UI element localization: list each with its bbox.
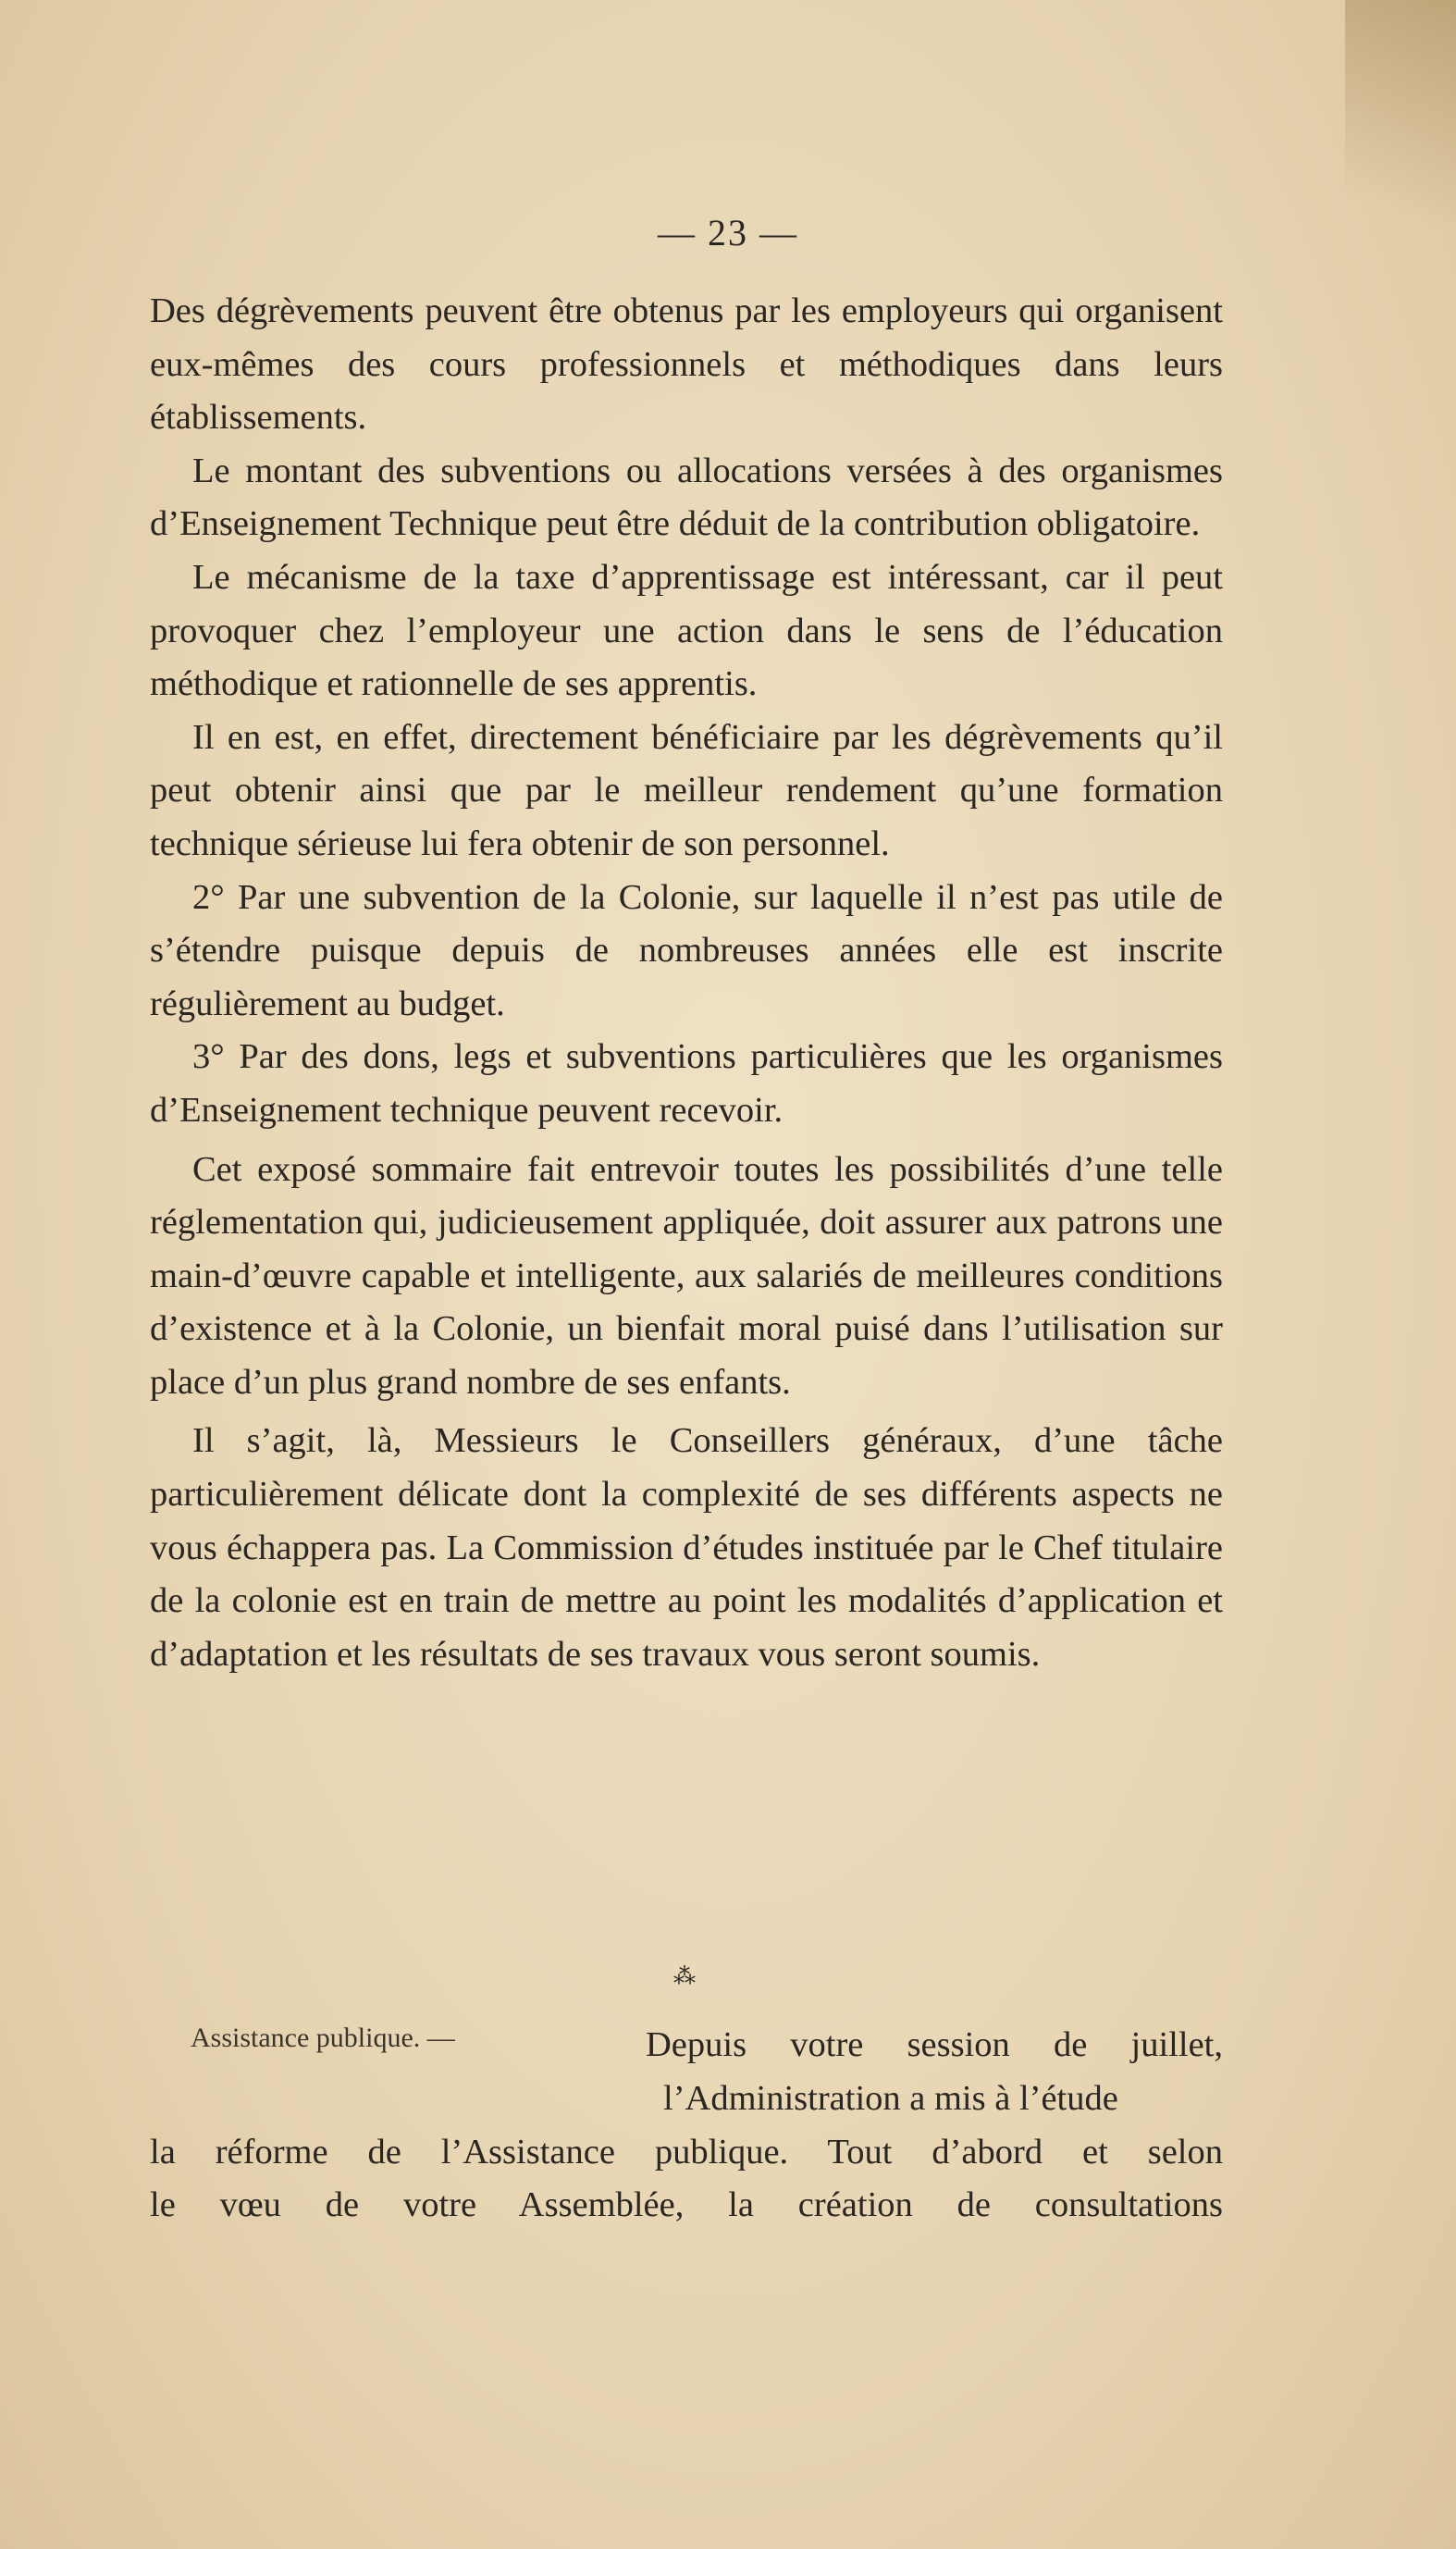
body-text bbox=[150, 285, 1223, 1681]
page-number: — 23 — bbox=[658, 212, 798, 254]
final-paragraph bbox=[150, 2073, 1223, 2233]
final-line: le vœu de votre Assemblée, la création de consultations bbox=[150, 2185, 1223, 2225]
final-line: la réforme de l’Assistance publique. Tout d’abord et selon bbox=[150, 2132, 1223, 2172]
section-separator: ⁂ bbox=[673, 1965, 696, 1989]
final-line: l’Administration a mis à l’étude bbox=[663, 2079, 1118, 2118]
paragraph: Il en est, en effet, directement bénéficiaire par les dégrèvements qu’il peut obtenir ainsi que par le meilleur rendement qu’une formation technique sérieuse lui fera obtenir de son personnel. bbox=[150, 717, 1223, 863]
paragraph: Cet exposé sommaire fait entrevoir toutes les possibilités d’une telle réglementation qui, judicieusement appliquée, doit assurer aux patrons une main-d’œuvre capable et intelligente, aux salariés de meilleures conditions d’existence et à la Colonie, un bienfait moral puisé dans l’utilisation sur place d’un plus grand nombre de ses enfants. bbox=[150, 1149, 1223, 1402]
paragraph: Des dégrèvements peuvent être obtenus par les employeurs qui organisent eux-mêmes des cours professionnels et méthodiques dans leurs établissements. bbox=[150, 291, 1223, 438]
paragraph: Le montant des subventions ou allocations versées à des organismes d’Enseignement Technique peut être déduit de la contribution obligatoire. bbox=[150, 451, 1223, 544]
paragraph: 3° Par des dons, legs et subventions particulières que les organismes d’Enseignement technique peuvent recevoir. bbox=[150, 1037, 1223, 1130]
paragraph: 2° Par une subvention de la Colonie, sur laquelle il n’est pas utile de s’étendre puisque depuis de nombreuses années elle est inscrite régulièrement au budget. bbox=[150, 877, 1223, 1023]
margin-heading: Assistance publique. — bbox=[191, 2023, 455, 2053]
final-paragraph-first-line: Depuis votre session de juillet, bbox=[646, 2025, 1223, 2064]
paragraph: Il s’agit, là, Messieurs le Conseillers généraux, d’une tâche particulièrement délicate dont la complexité de ses différents aspects ne vous échappera pas. La Commission d’études instituée par le Chef titulaire de la colonie est en train de mettre au point les modalités d’application et d’adaptation et les résultats de ses travaux vous seront soumis. bbox=[150, 1421, 1223, 1674]
paragraph: Le mécanisme de la taxe d’apprentissage est intéressant, car il peut provoquer chez l’employeur une action dans le sens de l’éducation méthodique et rationnelle de ses apprentis. bbox=[150, 557, 1223, 704]
